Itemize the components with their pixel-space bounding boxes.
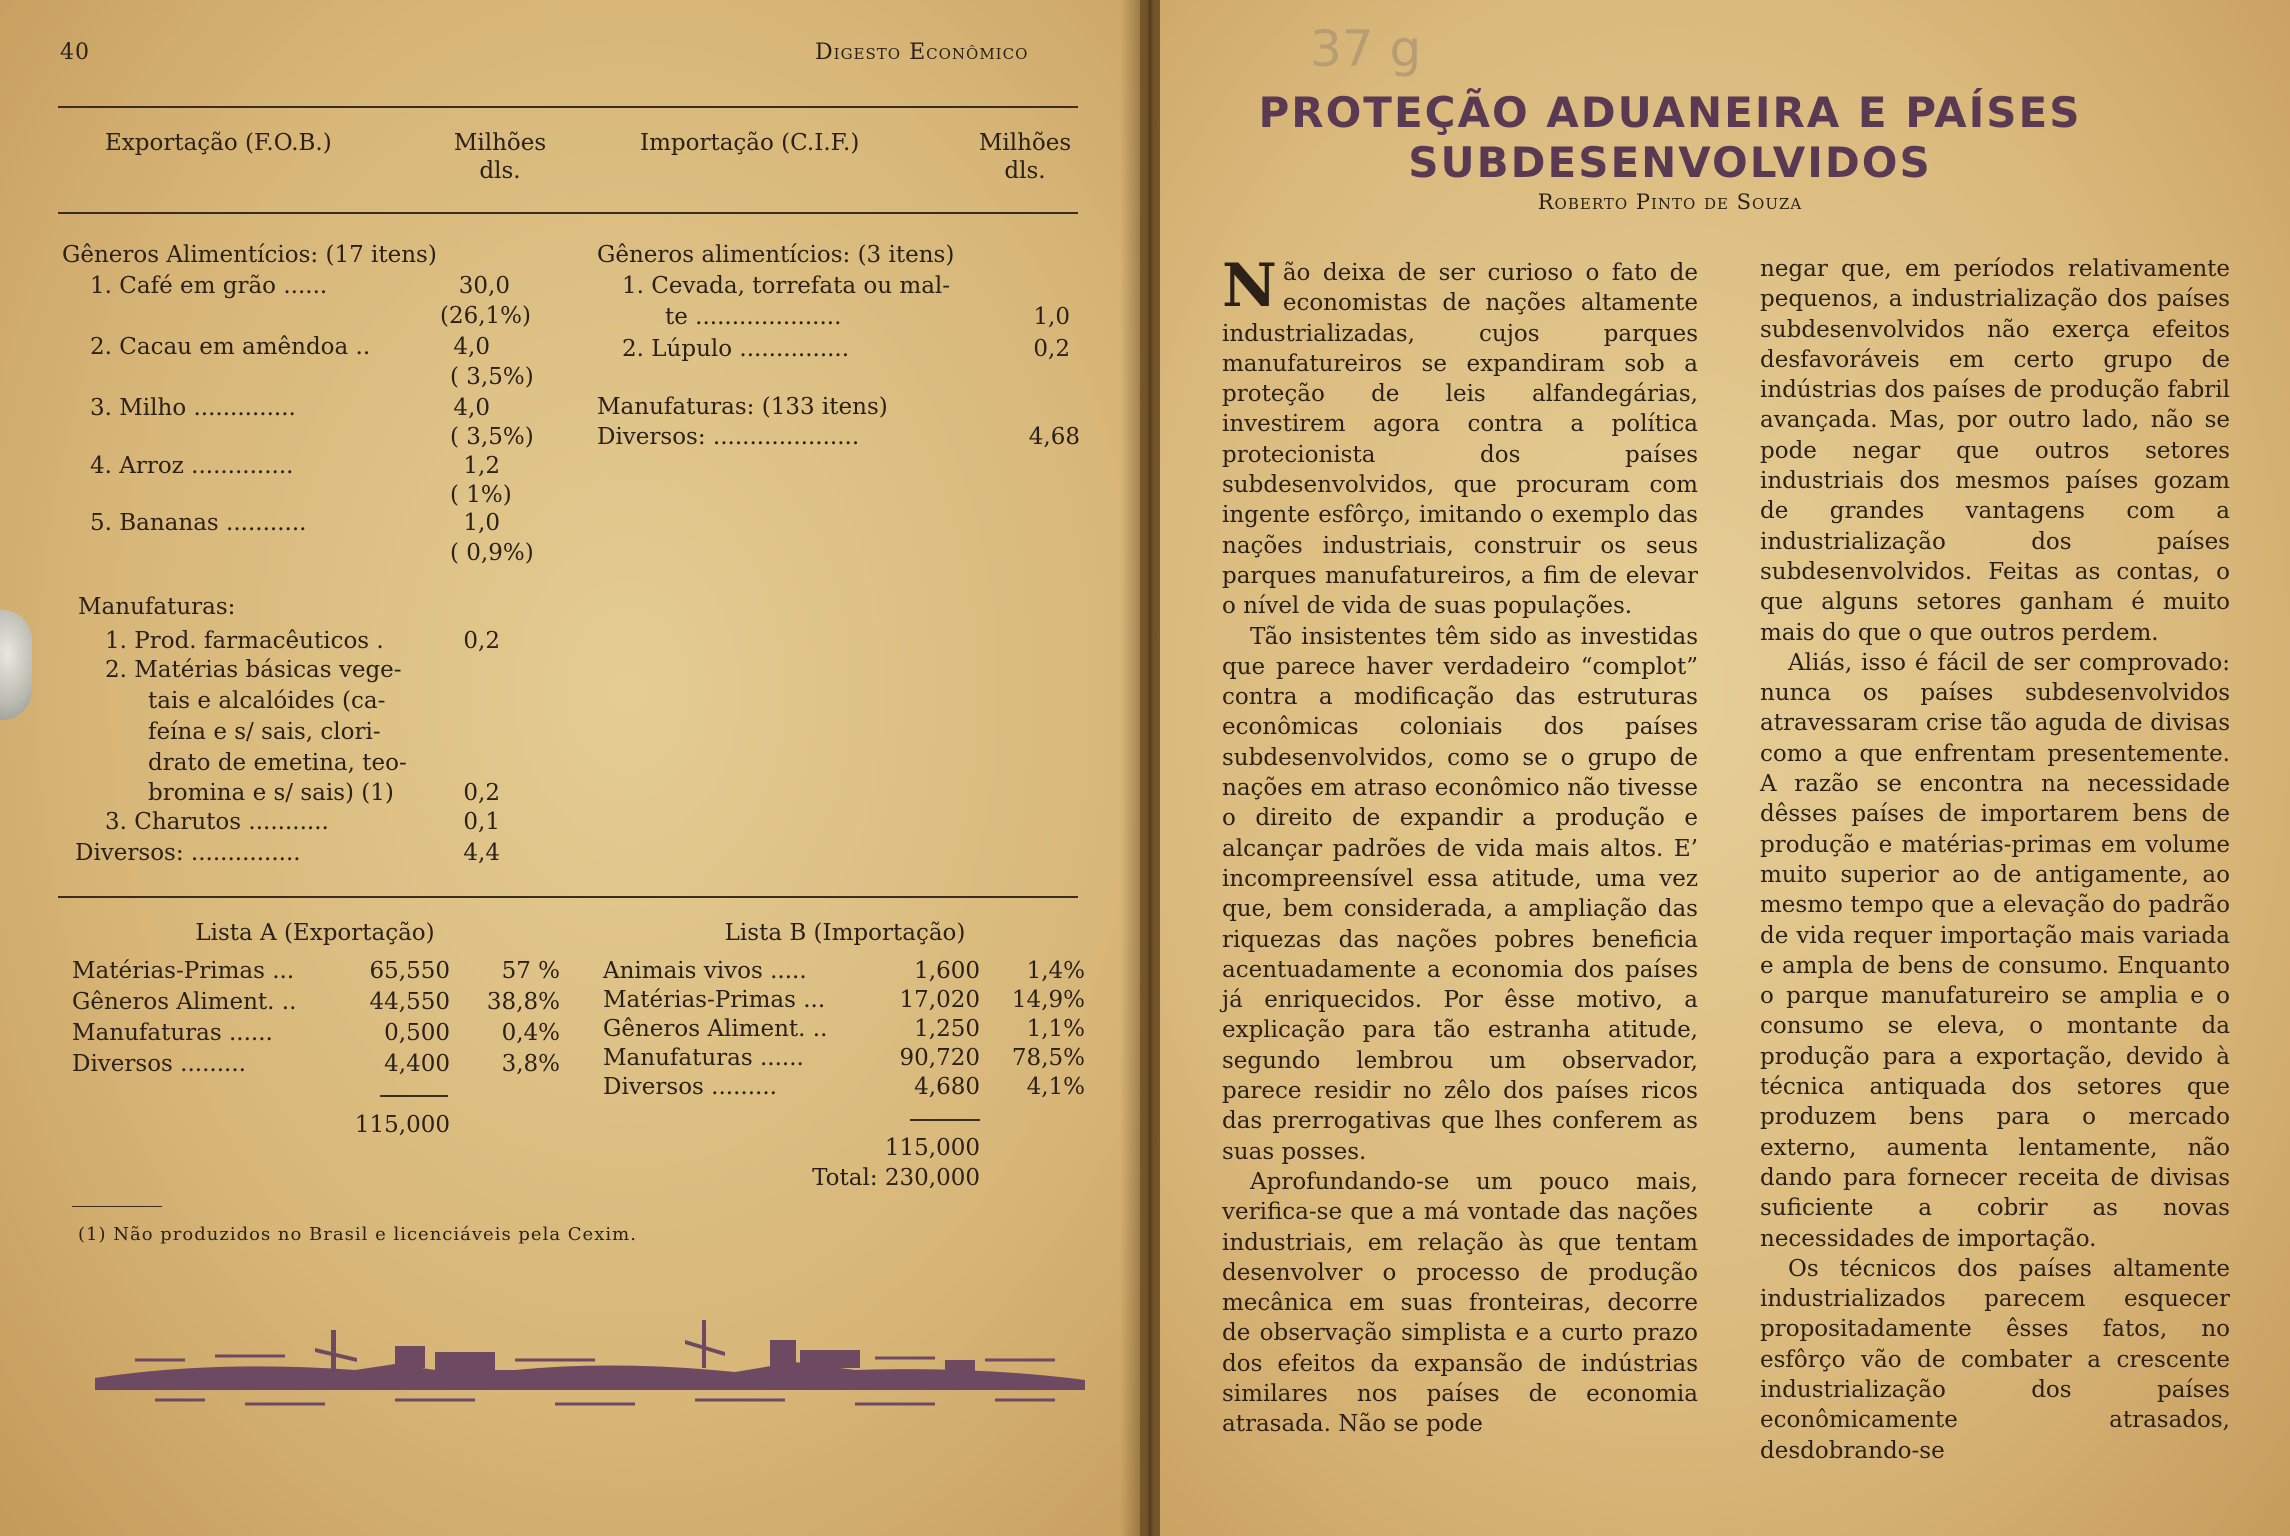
col2-paragraph-1: negar que, em períodos relativamente pequenos, a industrialização dos países subdesenvolvidos não exerça efeitos desfavoráveis em certo grupo de indústrias dos países de produção fabril avançada. Mas, por outro lado, não se pode negar que outros setores industriais dos mesmos países gozam de grandes vantagens com a industrialização dos países subdesenvolvidos. Feitas as contas, o que alguns setores ganham é muito mais do que o que outros perdem. — [1760, 256, 2230, 646]
export-manuf-2-line4: drato de emetina, teo- — [148, 750, 407, 776]
export-item-1-pct: (26,1%) — [440, 303, 532, 329]
export-item-5-label: 5. Bananas ........... — [90, 510, 307, 536]
export-item-1-label: 1. Café em grão ...... — [90, 273, 328, 299]
lista-b-row-2-pct: 14,9% — [1011, 987, 1085, 1013]
import-generos-heading: Gêneros alimentícios: (3 itens) — [597, 242, 955, 268]
lista-b-row-4-pct: 78,5% — [1011, 1045, 1085, 1071]
export-item-2-value: 4,0 — [453, 334, 490, 360]
paper-clip — [0, 610, 32, 720]
drop-cap: N — [1222, 251, 1277, 321]
lista-b-total-rule — [910, 1119, 980, 1121]
lista-b-heading: Lista B (Importação) — [724, 920, 966, 946]
article-author: Roberto Pinto de Souza — [1537, 190, 1803, 214]
export-manuf-3-value: 0,1 — [463, 809, 500, 835]
left-page — [0, 0, 1140, 1536]
import-unit-line2: dls. — [1004, 158, 1046, 184]
col1-paragraph-1: ão deixa de ser curioso o fato de economistas de nações altamente industrializadas, cujos parques manufatureiros se expandiram sob a proteção de leis alfandegárias, investirem agora contra a política protecionista dos países subdesenvolvidos, que procuram com ingente esfôrço, imitando o exemplo das nações industriais, construir os seus parques manufatureiros, a fim de elevar o nível de vida de suas populações. — [1222, 260, 1698, 620]
lista-b-row-1-value: 1,600 — [914, 958, 980, 984]
import-unit-line1: Milhões — [978, 130, 1072, 156]
lista-a-row-1-pct: 57 % — [501, 958, 560, 984]
lista-b-row-5-pct: 4,1% — [1026, 1074, 1085, 1100]
lista-a-row-4-label: Diversos ......... — [72, 1051, 246, 1077]
export-item-4-pct: ( 1%) — [450, 482, 512, 508]
article-title-line2: SUBDESENVOLVIDOS — [1408, 138, 1932, 187]
article-title-line1: PROTEÇÃO ADUANEIRA E PAÍSES — [1258, 88, 2082, 137]
lista-b-row-1-label: Animais vivos ..... — [603, 958, 807, 984]
lista-b-row-4-label: Manufaturas ...... — [603, 1045, 804, 1071]
export-item-5-value: 1,0 — [463, 510, 500, 536]
export-item-4-label: 4. Arroz .............. — [90, 453, 294, 479]
footnote: (1) Não produzidos no Brasil e licenciáveis pela Cexim. — [78, 1224, 637, 1245]
lista-b-row-2-value: 17,020 — [899, 987, 980, 1013]
export-item-1-value: 30,0 — [458, 273, 510, 299]
lista-b-grand-total: Total: 230,000 — [812, 1165, 980, 1191]
lista-b-row-2-label: Matérias-Primas ... — [603, 987, 826, 1013]
export-item-5-pct: ( 0,9%) — [450, 540, 534, 566]
middle-rule — [58, 896, 1078, 898]
col1-paragraph-2: Tão insistentes têm sido as investidas que parece haver verdadeiro “complot” contra a modificação das estruturas econômicas coloniais dos países subdesenvolvidos, como se o grupo de nações em atraso econômico não tivesse o direito de expandir a produção e alcançar padrões de vida mais altos. E’ incompreensível essa atitude, uma vez que, bem considerada, a ampliação das riquezas das nações pobres beneficia acentuadamente a economia dos países já enriquecidos. Por êsse motivo, a explicação para tão estranha atitude, segundo lembrou um observador, parece residir no zêlo dos países ricos das prerrogativas que lhes conferem as suas posses. — [1222, 623, 1698, 1165]
lista-b-row-3-label: Gêneros Aliment. .. — [603, 1016, 828, 1042]
export-item-4-value: 1,2 — [463, 453, 500, 479]
export-item-3-value: 4,0 — [453, 395, 490, 421]
export-manuf-2-line1: 2. Matérias básicas vege- — [105, 657, 402, 683]
export-unit-line2: dls. — [479, 158, 521, 184]
export-item-2-pct: ( 3,5%) — [450, 364, 534, 390]
import-manuf-heading: Manufaturas: (133 itens) — [597, 394, 888, 420]
running-head: Digesto Econômico — [815, 40, 1029, 65]
lista-a-row-3-value: 0,500 — [384, 1020, 450, 1046]
col2-paragraph-2: Aliás, isso é fácil de ser comprovado: nunca os países subdesenvolvidos atravessaram crise tão aguda de divisas como a que enfrentam presentemente. A razão se encontra na necessidade dêsses países de importarem bens de produção e matérias-primas em volume muito superior ao de antigamente, ao mesmo tempo que a elevação do padrão de vida requer importação mais variada e ampla de bens de consumo. Enquanto o parque manufatureiro se amplia e o consumo se eleva, o montante da produção para a exportação, devido à técnica antiquada dos setores que produzem bens para o mercado externo, aumenta lentamente, não dando para fornecer receita de divisas suficiente a cobrir as novas necessidades de importação. — [1760, 649, 2230, 1252]
export-manuf-2-line5: bromina e s/ sais) (1) — [148, 780, 394, 806]
export-manuf-1-label: 1. Prod. farmacêuticos . — [105, 628, 384, 654]
lista-a-row-4-pct: 3,8% — [501, 1051, 560, 1077]
import-item-1-line1: 1. Cevada, torrefata ou mal- — [622, 273, 951, 299]
lista-a-total: 115,000 — [354, 1112, 450, 1138]
import-item-1-line2: te .................... — [665, 304, 842, 330]
handwritten-mark: 37 g — [1310, 20, 1422, 78]
header-rule — [58, 212, 1078, 214]
lista-a-row-3-pct: 0,4% — [501, 1020, 560, 1046]
import-item-1-value: 1,0 — [1033, 304, 1070, 330]
lista-a-row-2-label: Gêneros Aliment. .. — [72, 989, 297, 1015]
export-header: Exportação (F.O.B.) — [105, 130, 332, 156]
col1-paragraph-3: Aprofundando-se um pouco mais, verifica-se que a má vontade das nações industriais, em relação às que tentam desenvolver o processo de produção mecânica em suas fronteiras, decorre de observação simplista e a curto prazo dos efeitos da expansão de indústrias similares nos países de economia atrasada. Não se pode — [1222, 1168, 1698, 1438]
export-unit-line1: Milhões — [453, 130, 547, 156]
export-manuf-2-line3: feína e s/ sais, clori- — [148, 719, 381, 745]
lista-b-row-3-pct: 1,1% — [1026, 1016, 1085, 1042]
lista-a-row-2-pct: 38,8% — [486, 989, 560, 1015]
export-manuf-2-line2: tais e alcalóides (ca- — [148, 688, 386, 714]
lista-a-row-1-label: Matérias-Primas ... — [72, 958, 295, 984]
lista-a-row-2-value: 44,550 — [369, 989, 450, 1015]
lista-b-total: 115,000 — [884, 1135, 980, 1161]
page-number: 40 — [60, 40, 90, 65]
lista-b-row-3-value: 1,250 — [914, 1016, 980, 1042]
export-diversos-value: 4,4 — [463, 840, 500, 866]
lista-a-row-3-label: Manufaturas ...... — [72, 1020, 273, 1046]
col2-paragraph-3: Os técnicos dos países altamente industrializados parecem esquecer propositadamente êsses fatos, no esfôrço vão de combater a crescente industrialização dos países econômicamente atrasados, desdobrando-se — [1760, 1255, 2230, 1464]
export-manuf-2-value: 0,2 — [463, 780, 500, 806]
right-page — [1160, 0, 2290, 1536]
export-manuf-3-label: 3. Charutos ........... — [105, 809, 329, 835]
import-header: Importação (C.I.F.) — [640, 130, 860, 156]
export-item-2-label: 2. Cacau em amêndoa .. — [90, 334, 371, 360]
import-diversos-label: Diversos: .................... — [597, 424, 860, 450]
lista-b-row-1-pct: 1,4% — [1026, 958, 1085, 984]
export-manuf-1-value: 0,2 — [463, 628, 500, 654]
lista-a-heading: Lista A (Exportação) — [195, 920, 435, 946]
export-manuf-heading: Manufaturas: — [78, 594, 236, 620]
article-column-2 — [1760, 254, 2230, 1466]
import-item-2-value: 0,2 — [1033, 336, 1070, 362]
export-item-3-pct: ( 3,5%) — [450, 424, 534, 450]
export-item-3-label: 3. Milho .............. — [90, 395, 296, 421]
top-rule — [58, 106, 1078, 108]
lista-b-row-4-value: 90,720 — [899, 1045, 980, 1071]
article-column-1 — [1222, 251, 1698, 1440]
export-generos-heading: Gêneros Alimentícios: (17 itens) — [62, 242, 437, 268]
ships-illustration — [95, 1300, 1085, 1420]
lista-a-row-4-value: 4,400 — [384, 1051, 450, 1077]
import-item-2-label: 2. Lúpulo ............... — [622, 336, 850, 362]
lista-b-row-5-label: Diversos ......... — [603, 1074, 777, 1100]
lista-a-total-rule — [380, 1095, 448, 1097]
lista-a-row-1-value: 65,550 — [369, 958, 450, 984]
import-diversos-value: 4,68 — [1028, 424, 1080, 450]
export-diversos-label: Diversos: ............... — [75, 840, 301, 866]
footnote-rule — [72, 1206, 162, 1207]
lista-b-row-5-value: 4,680 — [914, 1074, 980, 1100]
